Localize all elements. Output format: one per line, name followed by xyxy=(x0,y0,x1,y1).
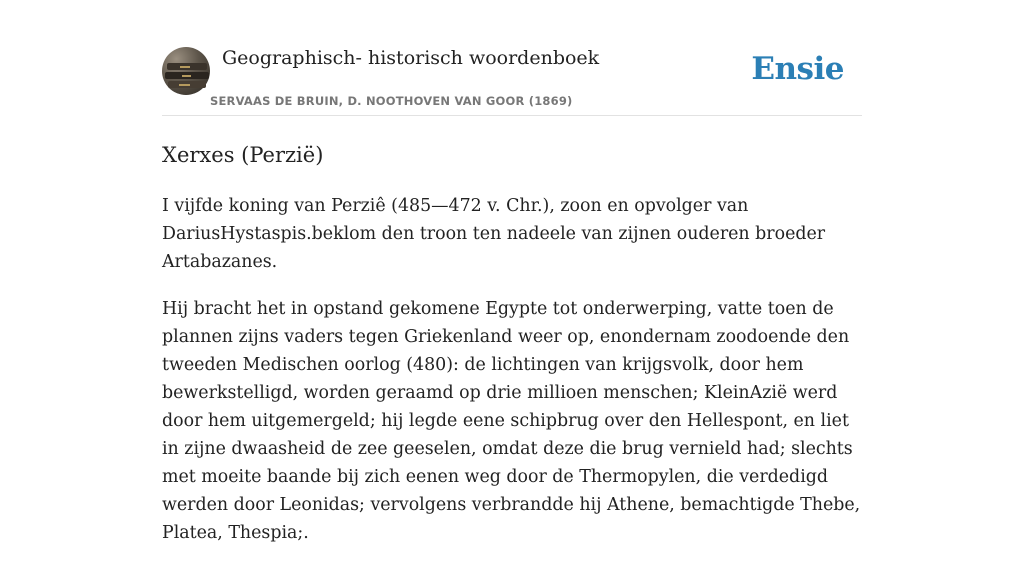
book-authors: SERVAAS DE BRUIN, D. NOOTHOVEN VAN GOOR (1869) xyxy=(210,94,573,108)
book-spine-detail xyxy=(180,66,190,68)
page xyxy=(162,0,862,543)
book-spine-detail xyxy=(179,84,190,86)
ensie-logo[interactable]: Ensie xyxy=(751,51,844,87)
article-paragraph: I vijfde koning van Perziê (485—472 v. Chr.), zoon en opvolger van DariusHystaspis.beklom den troon ten nadeele van zijnen ouderen broeder Artabazanes. xyxy=(162,196,826,272)
book-title-link[interactable]: Geographisch- historisch woordenboek xyxy=(222,47,600,69)
book-cover-avatar[interactable] xyxy=(162,47,210,95)
article-body xyxy=(162,192,862,566)
article-paragraph: Hij bracht het in opstand gekomene Egypte tot onderwerping, vatte toen de plannen zijns vaders tegen Griekenland weer op, enondernam zoodoende den tweeden Medischen oorlog (480): de lichtingen van krijgsvolk, door hem bewerkstelligd, worden geraamd op drie millioen menschen; KleinAzië werd door hem uitgemergeld; hij legde eene schipbrug over den Hellespont, en liet in zijne dwaasheid de zee geeselen, omdat deze die brug vernield had; slechts met moeite baande bij zich eenen weg door de Thermopylen, die verdedigd werden door Leonidas; vervolgens verbrandde hij Athene, bemachtigde Thebe, Platea, Thespia;. xyxy=(162,299,861,543)
article-title: Xerxes (Perzië) xyxy=(162,143,324,167)
book-spine-detail xyxy=(182,75,191,77)
header xyxy=(162,0,862,116)
